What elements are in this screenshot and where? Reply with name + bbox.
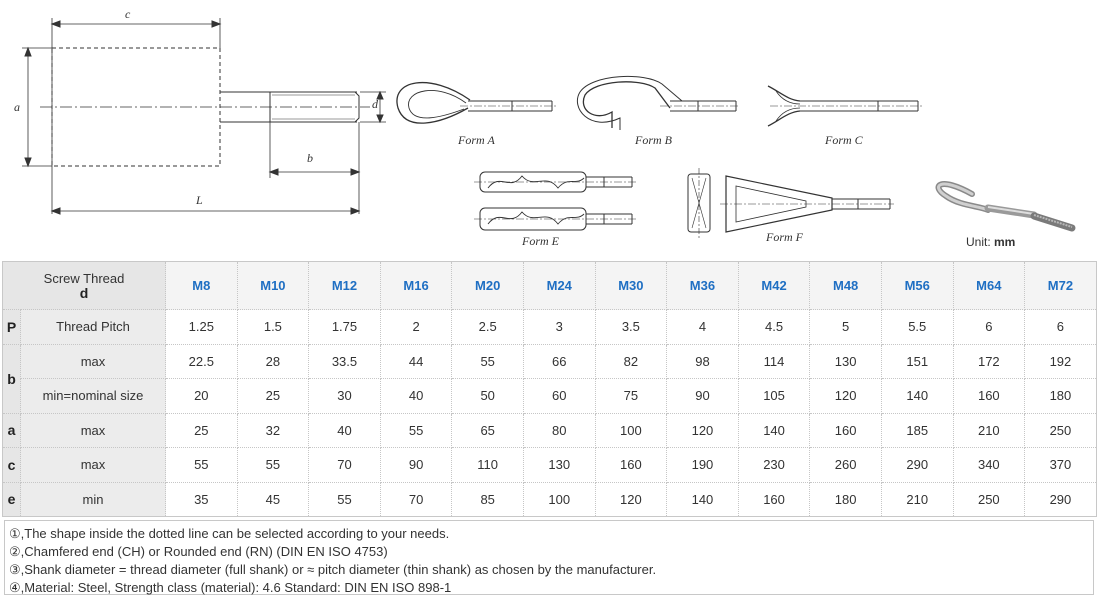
table-cell: 172: [953, 344, 1025, 379]
table-cell: 250: [1025, 413, 1097, 448]
table-cell: 100: [595, 413, 667, 448]
table-cell: 140: [738, 413, 810, 448]
table-cell: 25: [237, 379, 309, 414]
table-cell: 114: [738, 344, 810, 379]
size-header: M36: [667, 262, 739, 310]
table-cell: 30: [309, 379, 381, 414]
table-cell: 98: [667, 344, 739, 379]
table-cell: 190: [667, 448, 739, 483]
table-cell: 25: [166, 413, 238, 448]
table-cell: 4.5: [738, 310, 810, 345]
table-cell: 44: [380, 344, 452, 379]
form-e-label: Form E: [522, 234, 559, 248]
table-cell: 55: [166, 448, 238, 483]
unit-prefix: Unit:: [966, 235, 995, 249]
form-b-label: Form B: [635, 133, 672, 147]
size-header: M20: [452, 262, 524, 310]
table-cell: 55: [237, 448, 309, 483]
table-cell: 82: [595, 344, 667, 379]
table-cell: 160: [810, 413, 882, 448]
table-cell: 70: [380, 482, 452, 517]
size-header: M24: [523, 262, 595, 310]
table-row: [3, 344, 1097, 379]
table-cell: 110: [452, 448, 524, 483]
table-cell: 75: [595, 379, 667, 414]
table-cell: 20: [166, 379, 238, 414]
table-cell: 5.5: [881, 310, 953, 345]
note-item: ③,Shank diameter = thread diameter (full shank) or ≈ pitch diameter (thin shank) as chosen by the manufacturer.: [9, 562, 657, 577]
table-cell: 130: [523, 448, 595, 483]
dim-label-L: L: [196, 193, 203, 207]
row-property: max: [21, 344, 166, 379]
form-a-figure: [397, 83, 556, 124]
table-cell: 210: [881, 482, 953, 517]
table-cell: 2.5: [452, 310, 524, 345]
note-item: ①,The shape inside the dotted line can be selected according to your needs.: [9, 526, 450, 541]
table-cell: 1.25: [166, 310, 238, 345]
size-header: M30: [595, 262, 667, 310]
size-header: M12: [309, 262, 381, 310]
table-cell: 160: [595, 448, 667, 483]
size-header: M72: [1025, 262, 1097, 310]
table-row: [3, 379, 1097, 414]
table-cell: 120: [667, 413, 739, 448]
table-cell: 3.5: [595, 310, 667, 345]
size-header: M42: [738, 262, 810, 310]
size-header: M64: [953, 262, 1025, 310]
screw-thread-header-label: Screw Thread: [43, 270, 125, 286]
screw-thread-header-symbol: d: [79, 284, 89, 301]
table-cell: 65: [452, 413, 524, 448]
table-cell: 260: [810, 448, 882, 483]
row-property: max: [21, 413, 166, 448]
form-c-figure: [768, 86, 922, 126]
table-cell: 160: [738, 482, 810, 517]
table-cell: 185: [881, 413, 953, 448]
table-cell: 250: [953, 482, 1025, 517]
unit-value: mm: [994, 235, 1016, 249]
table-cell: 33.5: [309, 344, 381, 379]
dim-label-c: c: [125, 7, 131, 21]
table-cell: 130: [810, 344, 882, 379]
table-cell: 45: [237, 482, 309, 517]
table-cell: 100: [523, 482, 595, 517]
table-cell: 66: [523, 344, 595, 379]
row-symbol: e: [3, 482, 21, 517]
size-header: M56: [881, 262, 953, 310]
table-cell: 210: [953, 413, 1025, 448]
row-symbol: c: [3, 448, 21, 483]
table-cell: 50: [452, 379, 524, 414]
note-item: ④,Material: Steel, Strength class (material): 4.6 Standard: DIN EN ISO 898-1: [9, 580, 452, 595]
table-cell: 22.5: [166, 344, 238, 379]
anchor-bolt-3d-image: [938, 184, 1072, 228]
table-cell: 1.75: [309, 310, 381, 345]
table-cell: 105: [738, 379, 810, 414]
form-c-label: Form C: [825, 133, 863, 147]
form-a-label: Form A: [458, 133, 495, 147]
table-row: [3, 482, 1097, 517]
anchor-bolt-drawing: [0, 0, 1100, 258]
table-cell: 28: [237, 344, 309, 379]
row-property: max: [21, 448, 166, 483]
table-cell: 60: [523, 379, 595, 414]
table-cell: 140: [881, 379, 953, 414]
table-cell: 40: [380, 379, 452, 414]
table-cell: 120: [810, 379, 882, 414]
table-cell: 340: [953, 448, 1025, 483]
table-cell: 90: [380, 448, 452, 483]
table-cell: 55: [380, 413, 452, 448]
table-cell: 55: [452, 344, 524, 379]
row-property: Thread Pitch: [21, 310, 166, 345]
table-header-row: [3, 262, 1097, 310]
row-symbol: P: [3, 310, 21, 345]
table-cell: 70: [309, 448, 381, 483]
table-cell: 140: [667, 482, 739, 517]
table-cell: 180: [810, 482, 882, 517]
note-item: ②,Chamfered end (CH) or Rounded end (RN) (DIN EN ISO 4753): [9, 544, 388, 559]
table-row: [3, 448, 1097, 483]
table-row: [3, 310, 1097, 345]
table-cell: 230: [738, 448, 810, 483]
table-cell: 290: [1025, 482, 1097, 517]
size-header: M10: [237, 262, 309, 310]
size-header: M16: [380, 262, 452, 310]
notes-box: [4, 520, 1094, 595]
table-cell: 5: [810, 310, 882, 345]
table-cell: 35: [166, 482, 238, 517]
table-cell: 3: [523, 310, 595, 345]
table-cell: 55: [309, 482, 381, 517]
row-symbol: a: [3, 413, 21, 448]
size-header: M8: [166, 262, 238, 310]
table-cell: 290: [881, 448, 953, 483]
dim-label-b: b: [307, 151, 313, 165]
screw-thread-header: [3, 262, 166, 310]
table-cell: 85: [452, 482, 524, 517]
table-cell: 40: [309, 413, 381, 448]
table-cell: 1.5: [237, 310, 309, 345]
row-property: min: [21, 482, 166, 517]
table-cell: 160: [953, 379, 1025, 414]
table-cell: 32: [237, 413, 309, 448]
dim-label-d: d: [372, 97, 378, 111]
table-cell: 6: [953, 310, 1025, 345]
technical-drawing: [0, 0, 1100, 258]
form-b-figure: [577, 76, 740, 130]
table-cell: 6: [1025, 310, 1097, 345]
table-cell: 192: [1025, 344, 1097, 379]
table-cell: 2: [380, 310, 452, 345]
form-e-figure: [474, 172, 636, 230]
form-f-label: Form F: [766, 230, 803, 244]
row-symbol: b: [3, 344, 21, 413]
table-cell: 80: [523, 413, 595, 448]
table-cell: 151: [881, 344, 953, 379]
table-cell: 90: [667, 379, 739, 414]
specification-table: [2, 261, 1097, 517]
size-header: M48: [810, 262, 882, 310]
row-property: min=nominal size: [21, 379, 166, 414]
table-row: [3, 413, 1097, 448]
table-cell: 120: [595, 482, 667, 517]
table-cell: 180: [1025, 379, 1097, 414]
unit-label: [966, 235, 1015, 249]
table-cell: 370: [1025, 448, 1097, 483]
table-cell: 4: [667, 310, 739, 345]
dim-label-a: a: [14, 100, 20, 114]
